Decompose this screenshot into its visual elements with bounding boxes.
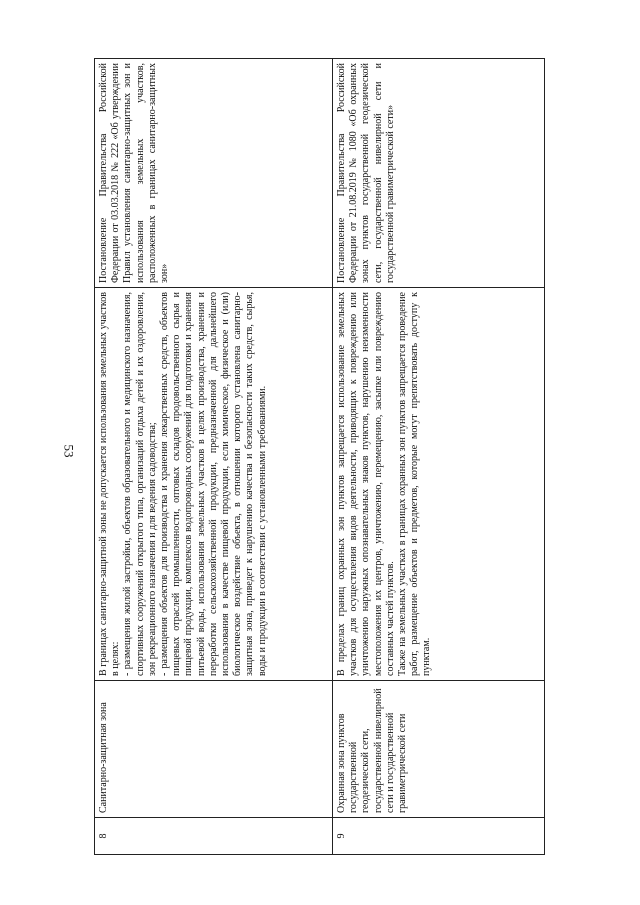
restriction-paragraph: В пределах границ охранных зон пунктов запрещается использование земельных участков для осуществления видов деятельности, приводящих к повреждению или уничтожению наружных опознавательных знаков пунктов, нарушению неизменности местоположения их центров, уничтожению, перемещению, засыпке или повреждению составных частей пунктов.	[336, 292, 396, 676]
zone-restrictions	[95, 288, 333, 681]
rotated-table-container	[94, 63, 544, 855]
table-row	[333, 59, 545, 855]
restriction-paragraph: Также на земельных участках в границах охранных зон пунктов запрещается проведение работ, размещение объектов и предметов, которые могут препятствовать доступу к пунктам.	[397, 292, 433, 676]
row-number: 9	[333, 818, 545, 855]
restriction-paragraph: - размещения объектов для производства и хранения лекарственных средств, объектов пищевых отраслей промышленности, оптовых складов продовольственного сырья и пищевой продукции, комплексов водопроводных сооружений для подготовки и хранения питьевой воды, использования земельных участков в целях производства, хранения и переработки сельскохозяйственной продукции, предназначенной для дальнейшего использования в качестве пищевой продукции, если химическое, физическое и (или) биологическое воздействие объекта, в отношении которого установлена санитарно-защитная зона, приведет к нарушению качества и безопасности таких средств, сырья, воды и продукции в соответствии с установленными требованиями.	[159, 292, 268, 676]
restriction-paragraph: - размещения жилой застройки, объектов образовательного и медицинского назначения, спортивных сооружений открытого типа, организаций отдыха детей и их оздоровления, зон рекреационного назначения и для ведения садоводства;	[122, 292, 158, 676]
restriction-paragraph: В границах санитарно-защитной зоны не допускается использования земельных участков в целях:	[98, 292, 122, 676]
page-number: 53	[61, 444, 77, 458]
row-number: 8	[95, 818, 333, 855]
regulation-document: Постановление Правительства Российской Федерации от 21.08.2019 № 1080 «Об охранных зонах пунктов государственной геодезической сети, государственной нивелирной сети и государственной гравиметрической сети»	[333, 59, 545, 288]
zone-name: Охранная зона пунктов государственной геодезической сети, государственной нивелирной сети и государственной гравиметрической сети	[333, 681, 545, 818]
regulation-document: Постановление Правительства Российской Федерации от 03.03.2018 № 222 «Об утверждении Правил установления санитарно-защитных зон и использования земельных участков, расположенных в границах санитарно-защитных зон»	[95, 59, 333, 288]
zone-name: Санитарно-защитная зона	[95, 681, 333, 818]
zone-restrictions	[333, 288, 545, 681]
zones-table	[94, 58, 545, 855]
table-row	[95, 59, 333, 855]
